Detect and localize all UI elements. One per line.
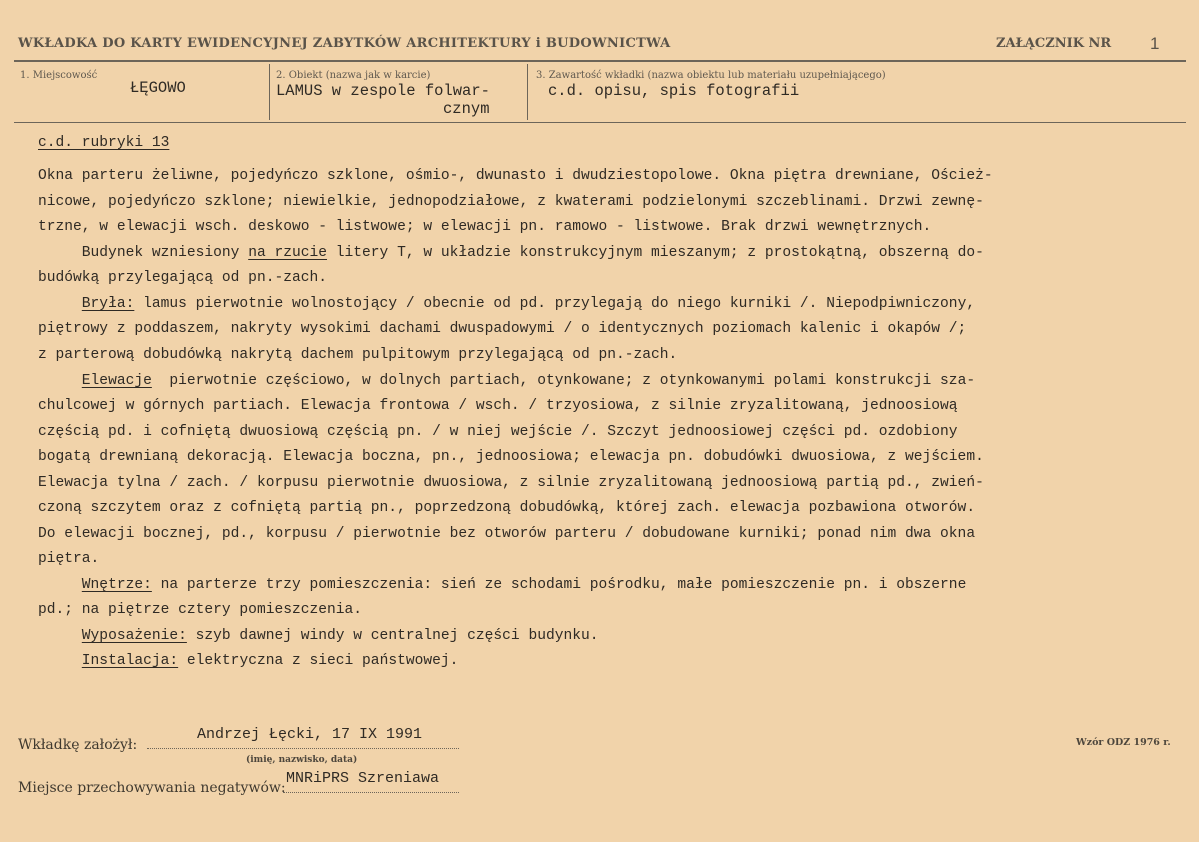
p2-prefix: Budynek wzniesiony bbox=[38, 245, 249, 261]
fields-bottom-rule bbox=[14, 122, 1186, 123]
text-line: bogatą drewnianą dekoracją. Elewacja boczna, pn., jednoosiowa; elewacja pn. dobudówki dwuosiowa, z wejściem. bbox=[38, 449, 984, 465]
paragraph-installation bbox=[38, 652, 458, 670]
paragraph-elevations bbox=[38, 372, 975, 390]
place-value: ŁĘGOWO bbox=[130, 79, 186, 97]
annex-number: 1 bbox=[1150, 34, 1160, 53]
content-label: 3. Zawartość wkładki (nazwa obiektu lub materiału uzupełniającego) bbox=[536, 70, 886, 81]
text-line: nicowe, pojedyńczo szklone; niewielkie, jednopodziałowe, z kwaterami podzielonymi szczeblinami. Drzwi zewnę- bbox=[38, 194, 984, 210]
text-line: budówką przylegającą od pn.-zach. bbox=[38, 270, 328, 286]
text-line: Elewacja tylna / zach. / korpusu pierwotnie dwuosiowa, z silnie zryzalitowaną jednoosiową partią pd., zwień- bbox=[38, 475, 984, 491]
author-caption: (imię, nazwisko, data) bbox=[246, 755, 358, 765]
p5-line1: na parterze trzy pomieszczenia: sień ze schodami pośrodku, małe pomieszczenie pn. i obszerne bbox=[151, 577, 967, 593]
storage-value: MNRiPRS Szreniawa bbox=[286, 770, 440, 787]
p6-label: Wyposażenie: bbox=[81, 628, 187, 644]
paragraph-equipment bbox=[38, 627, 599, 645]
text-line: częścią pd. i cofniętą dwuosiową częścią pn. / w niej wejście /. Szczyt jednoosiowej części pd. ozdobiony bbox=[38, 424, 958, 440]
annex-label: ZAŁĄCZNIK NR bbox=[996, 36, 1112, 51]
p6-rest: szyb dawnej windy w centralnej części budynku. bbox=[186, 628, 599, 644]
author-value: Andrzej Łęcki, 17 IX 1991 bbox=[197, 726, 423, 743]
paragraph-mass bbox=[38, 295, 975, 313]
form-title: WKŁADKA DO KARTY EWIDENCYJNEJ ZABYTKÓW ARCHITEKTURY i BUDOWNICTWA bbox=[18, 36, 671, 51]
author-dotted-line bbox=[147, 748, 459, 749]
form-reference: Wzór ODZ 1976 r. bbox=[1076, 737, 1171, 748]
text-line: chulcowej w górnych partiach. Elewacja frontowa / wsch. / trzyosiowa, z silnie zryzalitowaną, jednoosiową bbox=[38, 398, 958, 414]
p3-line1: lamus pierwotnie wolnostojący / obecnie od pd. przylegają do niego kurniki /. Niepodpiwniczony, bbox=[134, 296, 976, 312]
paragraph-interior bbox=[38, 576, 966, 594]
p2-underlined: na rzucie bbox=[248, 245, 328, 261]
text-line: pd.; na piętrze cztery pomieszczenia. bbox=[38, 602, 363, 618]
text-line: trzne, w elewacji wsch. deskowo - listwowe; w elewacji pn. ramowo - listwowe. Brak drzwi wewnętrznych. bbox=[38, 219, 932, 235]
content-value: c.d. opisu, spis fotografii bbox=[548, 82, 800, 100]
text-line: Okna parteru żeliwne, pojedyńczo szklone, ośmio-, dwunasto i dwudziestopolowe. Okna piętra drewniane, Oścież- bbox=[38, 168, 993, 184]
p7-label: Instalacja: bbox=[81, 653, 179, 669]
top-rule bbox=[14, 60, 1186, 62]
text-line: piętrowy z poddaszem, nakryty wysokimi dachami dwuspadowymi / o identycznych poziomach kalenic i okapów /; bbox=[38, 321, 967, 337]
text-line: z parterową dobudówką nakrytą dachem pulpitowym przylegającą od pn.-zach. bbox=[38, 347, 678, 363]
text-line: Do elewacji bocznej, pd., korpusu / pierwotnie bez otworów parteru / dobudowane kurniki; ponad nim dwa okna bbox=[38, 526, 976, 542]
p2-rest: litery T, w układzie konstrukcyjnym mieszanym; z prostokątną, obszerną do- bbox=[327, 245, 984, 261]
object-label: 2. Obiekt (nazwa jak w karcie) bbox=[276, 70, 431, 81]
p3-label: Bryła: bbox=[81, 296, 135, 312]
storage-label: Miejsce przechowywania negatywów: bbox=[18, 780, 286, 796]
section-heading: c.d. rubryki 13 bbox=[38, 135, 170, 151]
p5-label: Wnętrze: bbox=[81, 577, 152, 593]
p4-line1: pierwotnie częściowo, w dolnych partiach, otynkowane; z otynkowanymi polami konstrukcji sza- bbox=[151, 373, 976, 389]
author-label: Wkładkę założył: bbox=[18, 737, 138, 753]
field-divider-1 bbox=[269, 64, 270, 120]
place-label: 1. Miejscowość bbox=[20, 70, 98, 81]
p7-rest: elektryczna z sieci państwowej. bbox=[178, 653, 459, 669]
text-line: czoną szczytem oraz z cofniętą partią pn., poprzedzoną dobudówką, której zach. elewacja pozbawiona otworów. bbox=[38, 500, 976, 516]
object-value-line1: LAMUS w zespole folwar- bbox=[276, 82, 490, 100]
text-line: piętra. bbox=[38, 551, 100, 567]
p4-label: Elewacje bbox=[81, 373, 152, 389]
paragraph-footprint bbox=[38, 244, 984, 262]
field-divider-2 bbox=[527, 64, 528, 120]
object-value-line2: cznym bbox=[443, 100, 490, 118]
storage-dotted-line bbox=[283, 792, 459, 793]
